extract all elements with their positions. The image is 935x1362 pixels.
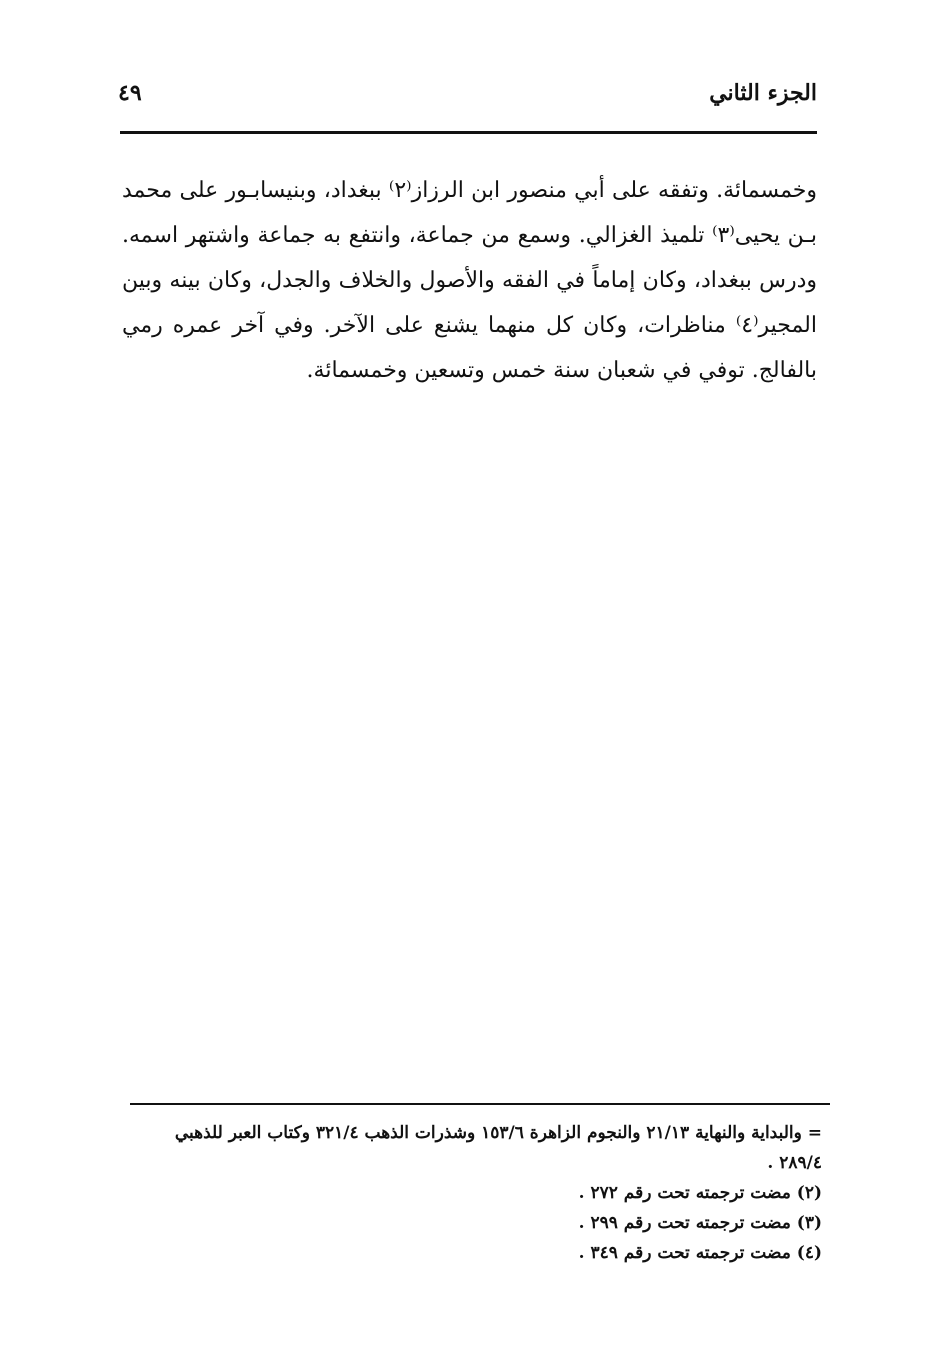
- body-paragraph: وخمسمائة. وتفقه على أبي منصور ابن الرزاز⁽٢⁾ ببغداد، وبنيسابـور على محمد بـن يحيى⁽٣⁾ تلميذ الغزالي. وسمع من جماعة، وانتفع به جماعة واشتهر اسمه. ودرس ببغداد، وكان إماماً في الفقه والأصول والخلاف والجدل، وكان بينه وبين المجير⁽٤⁾ مناظرات، وكان كل منهما يشنع على الآخر. وفي آخر عمره رمي بالفالج. توفي في شعبان سنة خمس وتسعين وخمسمائة.: [122, 178, 818, 383]
- footnote-rule: [130, 1103, 830, 1105]
- main-text: [122, 168, 817, 393]
- footnotes: [130, 1118, 822, 1268]
- running-title: الجزء الثاني: [709, 80, 817, 106]
- header-rule: [120, 131, 817, 134]
- footnote-3: (٣) مضت ترجمته تحت رقم ٢٩٩ .: [578, 1213, 822, 1233]
- footnote-4: (٤) مضت ترجمته تحت رقم ٣٤٩ .: [578, 1243, 822, 1263]
- footnote-continued: = والبداية والنهاية ٢١/١٣ والنجوم الزاهرة ١٥٣/٦ وشذرات الذهب ٣٢١/٤ وكتاب العبر للذهبي ٢٨٩/٤ .: [174, 1123, 822, 1173]
- page-number: ٤٩: [118, 80, 142, 106]
- footnote-2: (٢) مضت ترجمته تحت رقم ٢٧٢ .: [578, 1183, 822, 1203]
